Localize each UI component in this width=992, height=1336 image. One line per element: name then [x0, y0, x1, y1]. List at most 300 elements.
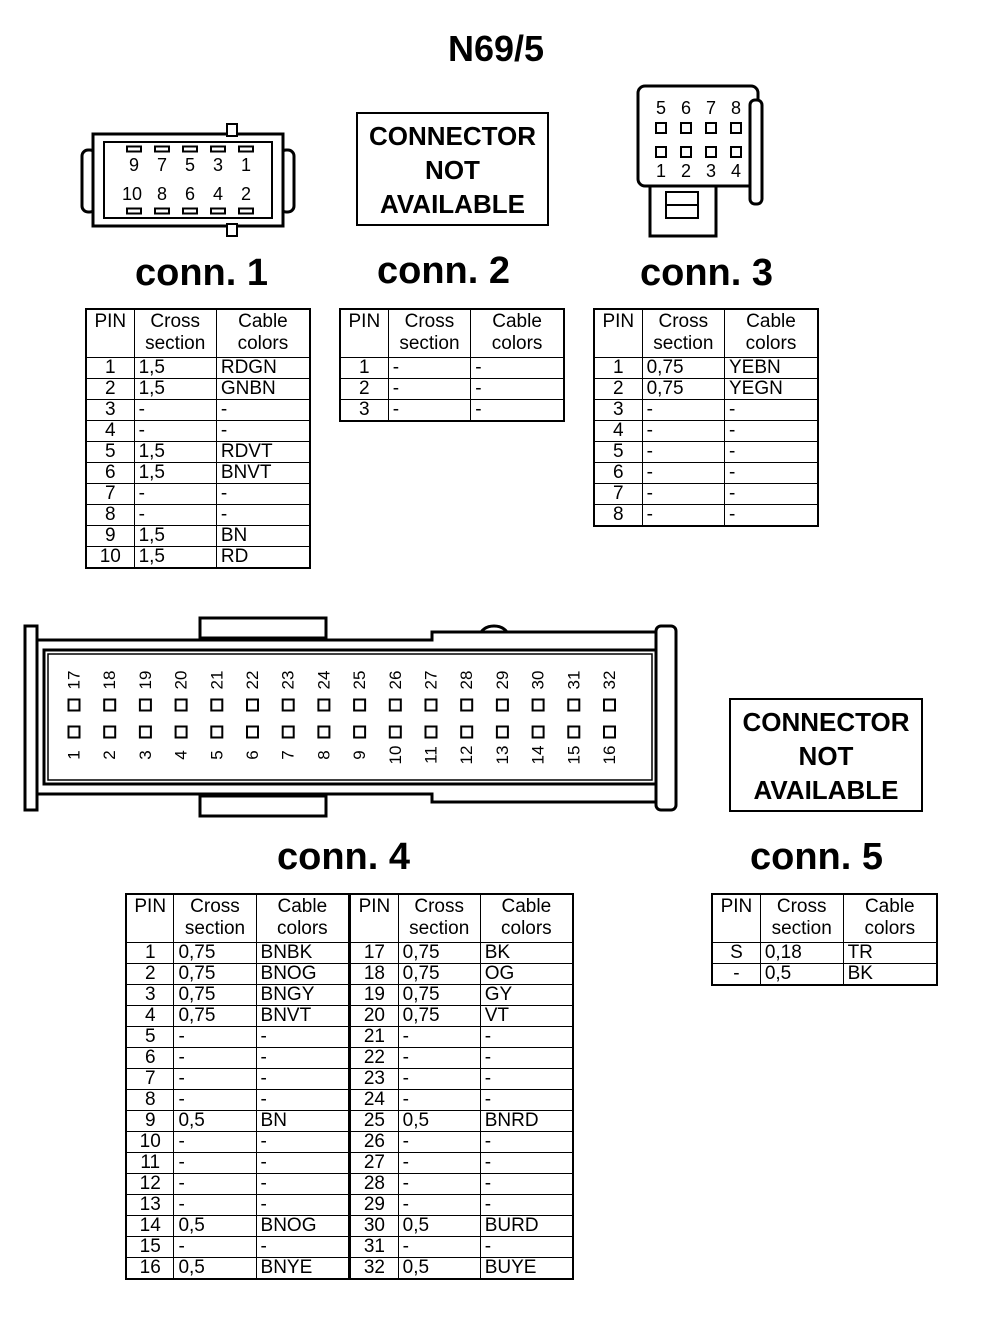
table-row	[594, 379, 818, 400]
cross-section-cell: -	[642, 484, 724, 505]
header-text: colors	[501, 918, 552, 939]
cable-color-cell: -	[256, 1237, 350, 1258]
pin-cell: 19	[350, 985, 398, 1006]
table-row	[86, 379, 310, 400]
pin-socket	[318, 727, 329, 738]
cross-section-cell: -	[398, 1153, 480, 1174]
cross-section-cell: -	[174, 1048, 256, 1069]
table-row	[126, 1027, 573, 1048]
table-row	[86, 442, 310, 463]
pin-number-label: 1	[655, 161, 667, 181]
table-header-cell	[388, 309, 471, 358]
pin-cell: 15	[126, 1237, 174, 1258]
header-text: section	[409, 918, 470, 939]
table-header-cell	[480, 894, 573, 943]
pin-number-label: 16	[600, 745, 619, 765]
cable-color-cell: BNOG	[256, 964, 350, 985]
pin-socket	[604, 727, 615, 738]
pin-socket	[140, 727, 151, 738]
cross-section-cell: -	[642, 442, 724, 463]
pin-number-label: 5	[184, 155, 196, 175]
pin-number-label: 11	[421, 746, 441, 764]
cable-color-cell: -	[480, 1027, 573, 1048]
pin-socket	[247, 727, 258, 738]
cross-section-cell: -	[174, 1132, 256, 1153]
table-row	[126, 1153, 573, 1174]
cross-section-cell: -	[398, 1090, 480, 1111]
cable-color-cell: -	[724, 463, 818, 484]
header-text: colors	[864, 918, 916, 939]
cable-color-cell: -	[724, 421, 818, 442]
pin-cell: 4	[86, 421, 134, 442]
cable-color-cell: BNBK	[256, 943, 350, 964]
pin-cell: 28	[350, 1174, 398, 1195]
cross-section-cell: 0,18	[760, 943, 843, 964]
diagram-title: N69/5	[447, 28, 545, 69]
cross-section-cell: -	[398, 1027, 480, 1048]
pin-contact	[127, 147, 141, 152]
cross-section-cell: -	[174, 1027, 256, 1048]
header-text: Cable	[238, 311, 288, 332]
pin-socket	[69, 700, 80, 711]
cross-section-cell: 0,75	[174, 985, 256, 1006]
cross-section-cell: 0,75	[398, 985, 480, 1006]
pin-cell: 8	[594, 505, 642, 527]
header-text: Cross	[414, 896, 464, 917]
cross-section-cell: -	[642, 505, 724, 527]
pin-cell: 26	[350, 1132, 398, 1153]
connector-1-drawing	[76, 118, 306, 240]
pin-contact	[127, 209, 141, 214]
cable-color-cell: -	[256, 1195, 350, 1216]
pin-number-label: 7	[278, 750, 298, 760]
pin-cell: 4	[126, 1006, 174, 1027]
cross-section-cell: 1,5	[134, 547, 216, 569]
pin-socket	[533, 727, 544, 738]
pin-number-label: 25	[350, 670, 370, 690]
table-header-cell	[216, 309, 310, 358]
cable-color-cell: -	[216, 484, 310, 505]
pin-contact	[239, 147, 253, 152]
cable-color-cell: -	[480, 1237, 573, 1258]
cross-section-cell: -	[398, 1195, 480, 1216]
pin-number-label: 17	[64, 670, 84, 690]
table-row	[594, 484, 818, 505]
pin-socket	[533, 700, 544, 711]
table-row	[340, 400, 564, 422]
pin-cell: 10	[86, 547, 134, 569]
table-header-row	[712, 894, 937, 943]
pin-cell: 9	[126, 1111, 174, 1132]
table-row	[126, 1237, 573, 1258]
cross-section-cell: 1,5	[134, 442, 216, 463]
pin-number-label: 6	[243, 750, 262, 760]
table-row	[712, 964, 937, 986]
table-header-cell	[350, 894, 398, 943]
cross-section-cell: 0,5	[174, 1216, 256, 1237]
cross-section-cell: 0,75	[642, 379, 724, 400]
pin-cell: 7	[594, 484, 642, 505]
header-text: Cross	[776, 896, 827, 917]
header-text: Cross	[658, 311, 709, 332]
pin-cell: 10	[126, 1132, 174, 1153]
cable-color-cell: BK	[480, 943, 573, 964]
cable-color-cell: BK	[843, 964, 937, 986]
connector-1-label: conn. 1	[135, 252, 269, 294]
header-text: colors	[491, 333, 543, 354]
pin-cell: 6	[126, 1048, 174, 1069]
cable-color-cell: OG	[480, 964, 573, 985]
pin-cell: 3	[594, 400, 642, 421]
header-text: PIN	[358, 896, 391, 917]
cross-section-cell: 0,75	[642, 358, 724, 379]
pin-socket	[176, 700, 187, 711]
header-text: PIN	[134, 896, 167, 917]
header-text: colors	[237, 333, 289, 354]
cable-color-cell: RDVT	[216, 442, 310, 463]
pin-contact	[155, 147, 169, 152]
cross-section-cell: 0,5	[398, 1258, 480, 1280]
cable-color-cell: BNRD	[480, 1111, 573, 1132]
pin-cell: 22	[350, 1048, 398, 1069]
pin-cell: 8	[126, 1090, 174, 1111]
pin-cell: 29	[350, 1195, 398, 1216]
pin-cell: 7	[86, 484, 134, 505]
cable-color-cell: -	[480, 1174, 573, 1195]
pin-socket	[497, 727, 508, 738]
cross-section-cell: 0,5	[760, 964, 843, 986]
table-row	[126, 1006, 573, 1027]
connector-5-pin-table	[711, 893, 938, 986]
table-row	[594, 358, 818, 379]
cross-section-cell: -	[398, 1237, 480, 1258]
pin-socket	[426, 727, 437, 738]
cross-section-cell: 0,5	[174, 1111, 256, 1132]
table-row	[340, 358, 564, 379]
na-line: CONNECTOR	[742, 707, 910, 737]
cross-section-cell: -	[398, 1174, 480, 1195]
pin-contact	[183, 209, 197, 214]
cross-section-cell: -	[134, 421, 216, 442]
pin-cell: 32	[350, 1258, 398, 1280]
table-row	[594, 442, 818, 463]
pin-cell: 13	[126, 1195, 174, 1216]
cross-section-cell: 0,75	[174, 964, 256, 985]
cable-color-cell: BNVT	[256, 1006, 350, 1027]
pin-socket	[354, 700, 365, 711]
pin-cell: 3	[340, 400, 388, 422]
pin-number-label: 8	[314, 750, 334, 760]
table-header-cell	[724, 309, 818, 358]
table-row	[126, 1174, 573, 1195]
cable-color-cell: BNGY	[256, 985, 350, 1006]
pin-cell: 23	[350, 1069, 398, 1090]
cable-color-cell: -	[724, 400, 818, 421]
pin-socket	[69, 727, 80, 738]
pin-number-label: 3	[135, 750, 155, 760]
cross-section-cell: -	[174, 1195, 256, 1216]
pin-cell: 1	[126, 943, 174, 964]
connector-4-label: conn. 4	[277, 836, 411, 878]
cable-color-cell: -	[480, 1090, 573, 1111]
cable-color-cell: VT	[480, 1006, 573, 1027]
pin-number-label: 5	[655, 98, 667, 118]
cross-section-cell: -	[398, 1069, 480, 1090]
header-text: Cable	[746, 311, 796, 332]
connector-3-label: conn. 3	[640, 252, 774, 294]
pin-contact	[239, 209, 253, 214]
cross-section-cell: -	[134, 400, 216, 421]
pin-socket	[706, 147, 716, 157]
table-row	[126, 1258, 573, 1280]
cross-section-cell: 0,75	[398, 964, 480, 985]
pin-socket	[211, 700, 222, 711]
pin-number-label: 6	[680, 98, 692, 118]
header-text: Cross	[190, 896, 240, 917]
cable-color-cell: YEBN	[724, 358, 818, 379]
pin-socket	[656, 123, 666, 133]
cross-section-cell: 0,5	[398, 1111, 480, 1132]
pin-number-label: 3	[212, 155, 224, 175]
header-text: PIN	[348, 311, 381, 332]
table-header-cell	[256, 894, 350, 943]
pin-contact	[155, 209, 169, 214]
cross-section-cell: 0,5	[174, 1258, 256, 1280]
table-row	[594, 400, 818, 421]
table-header-row	[340, 309, 564, 358]
pin-number-label: 23	[278, 670, 298, 690]
header-text: Cable	[492, 311, 542, 332]
pin-number-label: 19	[135, 670, 155, 690]
pin-number-label: 31	[564, 670, 584, 690]
pin-number-label: 6	[184, 184, 196, 204]
pin-socket	[568, 727, 579, 738]
cable-color-cell: -	[471, 379, 564, 400]
table-row	[712, 943, 937, 964]
pin-socket	[461, 700, 472, 711]
na-line: CONNECTOR	[368, 121, 537, 151]
table-row	[126, 985, 573, 1006]
connector-5-not-available	[729, 698, 923, 812]
table-row	[86, 526, 310, 547]
pin-cell: 27	[350, 1153, 398, 1174]
pin-number-label: 10	[121, 184, 143, 204]
cross-section-cell: -	[388, 379, 471, 400]
pin-socket	[681, 147, 691, 157]
cable-color-cell: -	[480, 1048, 573, 1069]
cross-section-cell: -	[174, 1153, 256, 1174]
table-row	[86, 484, 310, 505]
cable-color-cell: -	[724, 484, 818, 505]
header-text: section	[399, 333, 460, 354]
pin-cell: 25	[350, 1111, 398, 1132]
header-text: section	[771, 918, 832, 939]
pin-socket	[497, 700, 508, 711]
pin-cell: 1	[594, 358, 642, 379]
pin-cell: 24	[350, 1090, 398, 1111]
cross-section-cell: -	[134, 484, 216, 505]
pin-cell: 21	[350, 1027, 398, 1048]
pin-socket	[390, 727, 401, 738]
pin-number-label: 1	[64, 750, 84, 760]
header-text: Cable	[501, 896, 552, 917]
pin-number-label: 12	[457, 745, 477, 765]
na-line: NOT	[798, 741, 854, 771]
pin-cell: 5	[126, 1027, 174, 1048]
pin-number-label: 13	[492, 745, 512, 765]
cross-section-cell: 0,75	[398, 943, 480, 964]
header-text: Cross	[150, 311, 201, 332]
table-header-cell	[843, 894, 937, 943]
table-header-row	[126, 894, 573, 943]
header-text: section	[145, 333, 206, 354]
na-line: AVAILABLE	[380, 189, 525, 219]
pin-socket	[568, 700, 579, 711]
header-text: colors	[745, 333, 797, 354]
pin-socket	[318, 700, 329, 711]
pin-socket	[681, 123, 691, 133]
cable-color-cell: BNYE	[256, 1258, 350, 1280]
table-header-cell	[594, 309, 642, 358]
pin-socket	[461, 727, 472, 738]
pin-cell: 8	[86, 505, 134, 526]
cable-color-cell: -	[480, 1153, 573, 1174]
table-row	[86, 421, 310, 442]
cross-section-cell: 1,5	[134, 463, 216, 484]
pin-number-label: 15	[564, 745, 584, 765]
cross-section-cell: -	[642, 400, 724, 421]
pin-socket	[426, 700, 437, 711]
cable-color-cell: GY	[480, 985, 573, 1006]
pin-number-label: 4	[171, 750, 191, 760]
cable-color-cell: -	[216, 505, 310, 526]
table-row	[594, 421, 818, 442]
connector-2-not-available	[356, 112, 549, 226]
cable-color-cell: -	[724, 442, 818, 463]
pin-cell: 6	[594, 463, 642, 484]
pin-cell: 9	[86, 526, 134, 547]
pin-contact	[183, 147, 197, 152]
na-line: NOT	[425, 155, 480, 185]
connector-1-pin-table	[85, 308, 311, 569]
pin-number-label: 26	[385, 670, 405, 690]
table-header-cell	[712, 894, 760, 943]
cable-color-cell: GNBN	[216, 379, 310, 400]
cable-color-cell: -	[480, 1069, 573, 1090]
pin-number-label: 20	[171, 670, 191, 690]
table-row	[340, 379, 564, 400]
pin-socket	[656, 147, 666, 157]
pin-number-label: 2	[680, 161, 692, 181]
table-row	[126, 1216, 573, 1237]
cable-color-cell: -	[256, 1048, 350, 1069]
pin-cell: 4	[594, 421, 642, 442]
cable-color-cell: BN	[216, 526, 310, 547]
pin-socket	[211, 727, 222, 738]
pin-cell: 2	[340, 379, 388, 400]
cross-section-cell: -	[398, 1048, 480, 1069]
cable-color-cell: -	[256, 1069, 350, 1090]
pin-number-label: 27	[421, 670, 441, 690]
pin-number-label: 14	[528, 745, 548, 765]
table-row	[126, 1132, 573, 1153]
pin-cell: 16	[126, 1258, 174, 1280]
header-text: section	[184, 918, 246, 939]
pin-socket	[247, 700, 258, 711]
cross-section-cell: -	[174, 1069, 256, 1090]
cross-section-cell: 1,5	[134, 379, 216, 400]
table-row	[86, 463, 310, 484]
table-header-cell	[174, 894, 256, 943]
cable-color-cell: BURD	[480, 1216, 573, 1237]
pin-number-label: 3	[705, 161, 717, 181]
pin-number-label: 2	[100, 750, 120, 760]
pin-number-label: 2	[240, 184, 252, 204]
connector-4-pin-table	[125, 893, 574, 1280]
table-row	[126, 943, 573, 964]
pin-socket	[706, 123, 716, 133]
cable-color-cell: BUYE	[480, 1258, 573, 1280]
cable-color-cell: -	[480, 1132, 573, 1153]
connector-3-drawing	[632, 80, 768, 240]
pin-number-label: 5	[207, 750, 227, 760]
cable-color-cell: -	[480, 1195, 573, 1216]
pin-cell: 2	[86, 379, 134, 400]
pin-cell: S	[712, 943, 760, 964]
cross-section-cell: -	[642, 463, 724, 484]
cross-section-cell: -	[388, 400, 471, 422]
pin-socket	[176, 727, 187, 738]
pin-number-label: 4	[212, 184, 224, 204]
pin-number-label: 8	[156, 184, 168, 204]
table-header-cell	[642, 309, 724, 358]
cross-section-cell: -	[398, 1132, 480, 1153]
table-header-cell	[398, 894, 480, 943]
pin-number-label: 1	[240, 155, 252, 175]
pin-socket	[731, 147, 741, 157]
header-text: Cable	[864, 896, 915, 917]
pin-cell: -	[712, 964, 760, 986]
table-row	[126, 1048, 573, 1069]
pin-socket	[283, 700, 294, 711]
table-header-cell	[134, 309, 216, 358]
table-header-cell	[126, 894, 174, 943]
pin-number-label: 24	[314, 670, 334, 690]
cable-color-cell: -	[216, 421, 310, 442]
table-row	[594, 505, 818, 527]
pin-socket	[104, 700, 115, 711]
cable-color-cell: BNVT	[216, 463, 310, 484]
na-line: AVAILABLE	[753, 775, 899, 805]
cable-color-cell: -	[256, 1090, 350, 1111]
pin-cell: 17	[350, 943, 398, 964]
pin-number-label: 32	[600, 670, 619, 690]
pin-number-label: 18	[100, 670, 120, 690]
pin-cell: 12	[126, 1174, 174, 1195]
table-row	[594, 463, 818, 484]
pin-cell: 3	[86, 400, 134, 421]
pin-socket	[140, 700, 151, 711]
cable-color-cell: -	[256, 1174, 350, 1195]
cross-section-cell: 0,75	[174, 943, 256, 964]
pin-number-label: 8	[730, 98, 742, 118]
table-row	[86, 400, 310, 421]
pin-number-label: 30	[528, 670, 548, 690]
pin-socket	[104, 727, 115, 738]
cable-color-cell: RD	[216, 547, 310, 569]
pin-cell: 7	[126, 1069, 174, 1090]
pin-cell: 11	[126, 1153, 174, 1174]
